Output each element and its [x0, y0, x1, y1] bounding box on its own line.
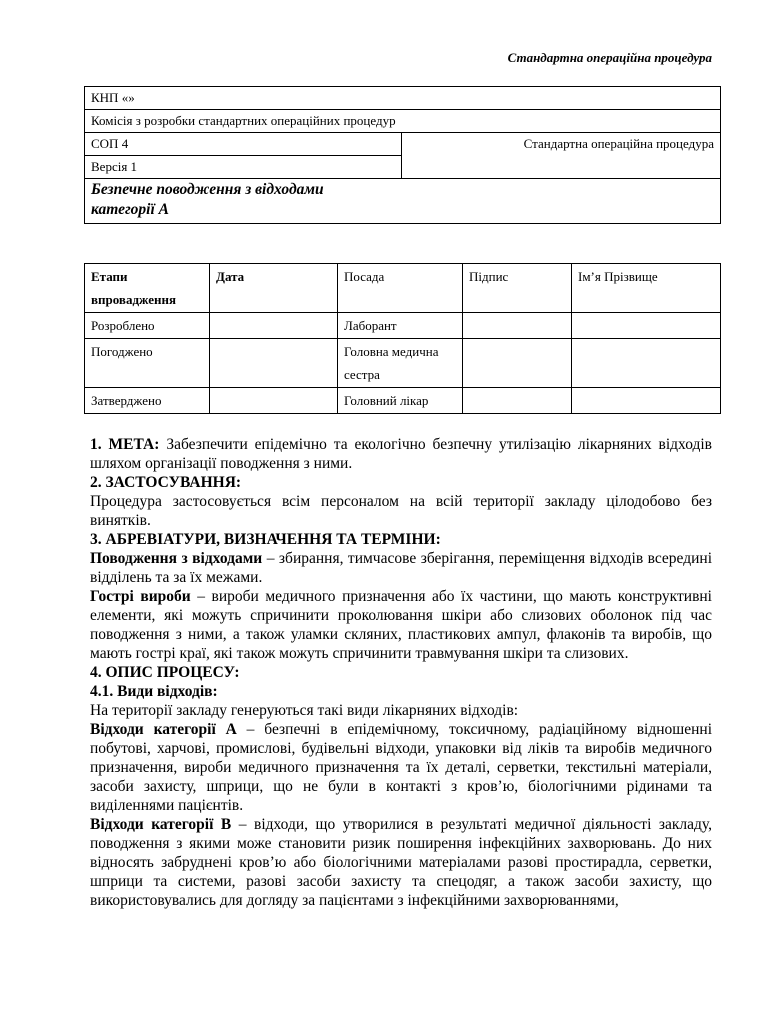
header-stage: Етапи впровадження	[85, 264, 210, 313]
category-b-paragraph	[90, 815, 712, 910]
paragraph-text: На території закладу генеруються такі види лікарняних відходів:	[90, 702, 519, 719]
table-row	[85, 388, 721, 414]
category-text: – безпечні в епідемічному, токсичному, радіаційному відношенні побутові, харчові, промислові, будівельні відходи, упаковки від ліків та виробів медичного призначення, вироби медичного призначення та їх деталі, серветки, текстильні матеріали, засоби захисту, шприци, що не були в контакті з кров’ю, біологічними рідинами та виділеннями пацієнтів.	[90, 721, 712, 814]
definition-term: Поводження з відходами	[90, 550, 263, 567]
table-row	[85, 313, 721, 339]
definition-paragraph	[90, 549, 712, 587]
position-cell: Лаборант	[338, 313, 463, 339]
date-cell	[210, 339, 338, 388]
position-cell: Головний лікар	[338, 388, 463, 414]
org-cell: КНП «»	[85, 87, 721, 110]
approval-table	[84, 263, 721, 414]
signature-cell	[463, 313, 572, 339]
paragraph-text: Процедура застосовується всім персоналом на всій території закладу цілодобово без винятків.	[90, 493, 712, 529]
sop-title-cell	[85, 179, 721, 224]
name-cell	[572, 339, 721, 388]
subsection-heading: 4.1. Види відходів:	[90, 683, 218, 700]
stage-cell: Затверджено	[85, 388, 210, 414]
position-cell: Головна медична сестра	[338, 339, 463, 388]
header-name: Ім’я Прізвище	[572, 264, 721, 313]
category-term: Відходи категорії В	[90, 816, 232, 833]
sop-title: Безпечне поводження з відходами категорії А	[91, 181, 324, 218]
document-type-header: Стандартна операційна процедура	[507, 50, 712, 65]
category-text: – відходи, що утворилися в результаті медичної діяльності закладу, поводження з якими може становити ризик поширення інфекційних захворювань. До них відносять забруднені кров’ю або біологічними матеріалами разові простирадла, серветки, шприци та системи, разові засоби захисту та спецодяг, а також засоби захисту, що використовувались для догляду за пацієнтами з інфекційними захворюваннями,	[90, 816, 712, 909]
category-term: Відходи категорії А	[90, 721, 237, 738]
header-date: Дата	[210, 264, 338, 313]
name-cell	[572, 388, 721, 414]
definition-text: – вироби медичного призначення або їх частини, що мають конструктивні елементи, які можуть спричинити проколювання шкіри або слизових оболонок під час поводження з ними, а також уламки скляних, пластикових ампул, флаконів та виробів, що мають гострі краї, які також можуть спричинити травмування шкіри та слизових.	[90, 588, 712, 662]
approval-header-row	[85, 264, 721, 313]
section-purpose	[90, 435, 712, 473]
stage-cell: Погоджено	[85, 339, 210, 388]
category-a-paragraph	[90, 720, 712, 815]
paragraph-text: Забезпечити епідемічно та екологічно безпечну утилізацію лікарняних відходів шляхом організації поводження з ними.	[90, 436, 713, 472]
header-position: Посада	[338, 264, 463, 313]
document-body	[90, 435, 712, 910]
version-cell: Версія 1	[85, 156, 402, 179]
stage-cell: Розроблено	[85, 313, 210, 339]
signature-cell	[463, 388, 572, 414]
section-heading: 2. ЗАСТОСУВАННЯ:	[90, 474, 242, 491]
definition-term: Гострі вироби	[90, 588, 191, 605]
section-heading: 1. МЕТА:	[90, 436, 160, 453]
commission-cell: Комісія з розробки стандартних операційних процедур	[85, 110, 721, 133]
definition-text: – збирання, тимчасове зберігання, переміщення відходів всередині відділень та за їх межами.	[90, 550, 713, 586]
sop-type-cell: Стандартна операційна процедура	[402, 133, 721, 179]
header-signature: Підпис	[463, 264, 572, 313]
sop-number-cell: СОП 4	[85, 133, 402, 156]
date-cell	[210, 388, 338, 414]
table-row	[85, 339, 721, 388]
info-table	[84, 86, 721, 224]
date-cell	[210, 313, 338, 339]
section-heading: 4. ОПИС ПРОЦЕСУ:	[90, 664, 240, 681]
signature-cell	[463, 339, 572, 388]
name-cell	[572, 313, 721, 339]
definition-paragraph	[90, 587, 712, 663]
section-heading: 3. АБРЕВІАТУРИ, ВИЗНАЧЕННЯ ТА ТЕРМІНИ:	[90, 531, 441, 548]
